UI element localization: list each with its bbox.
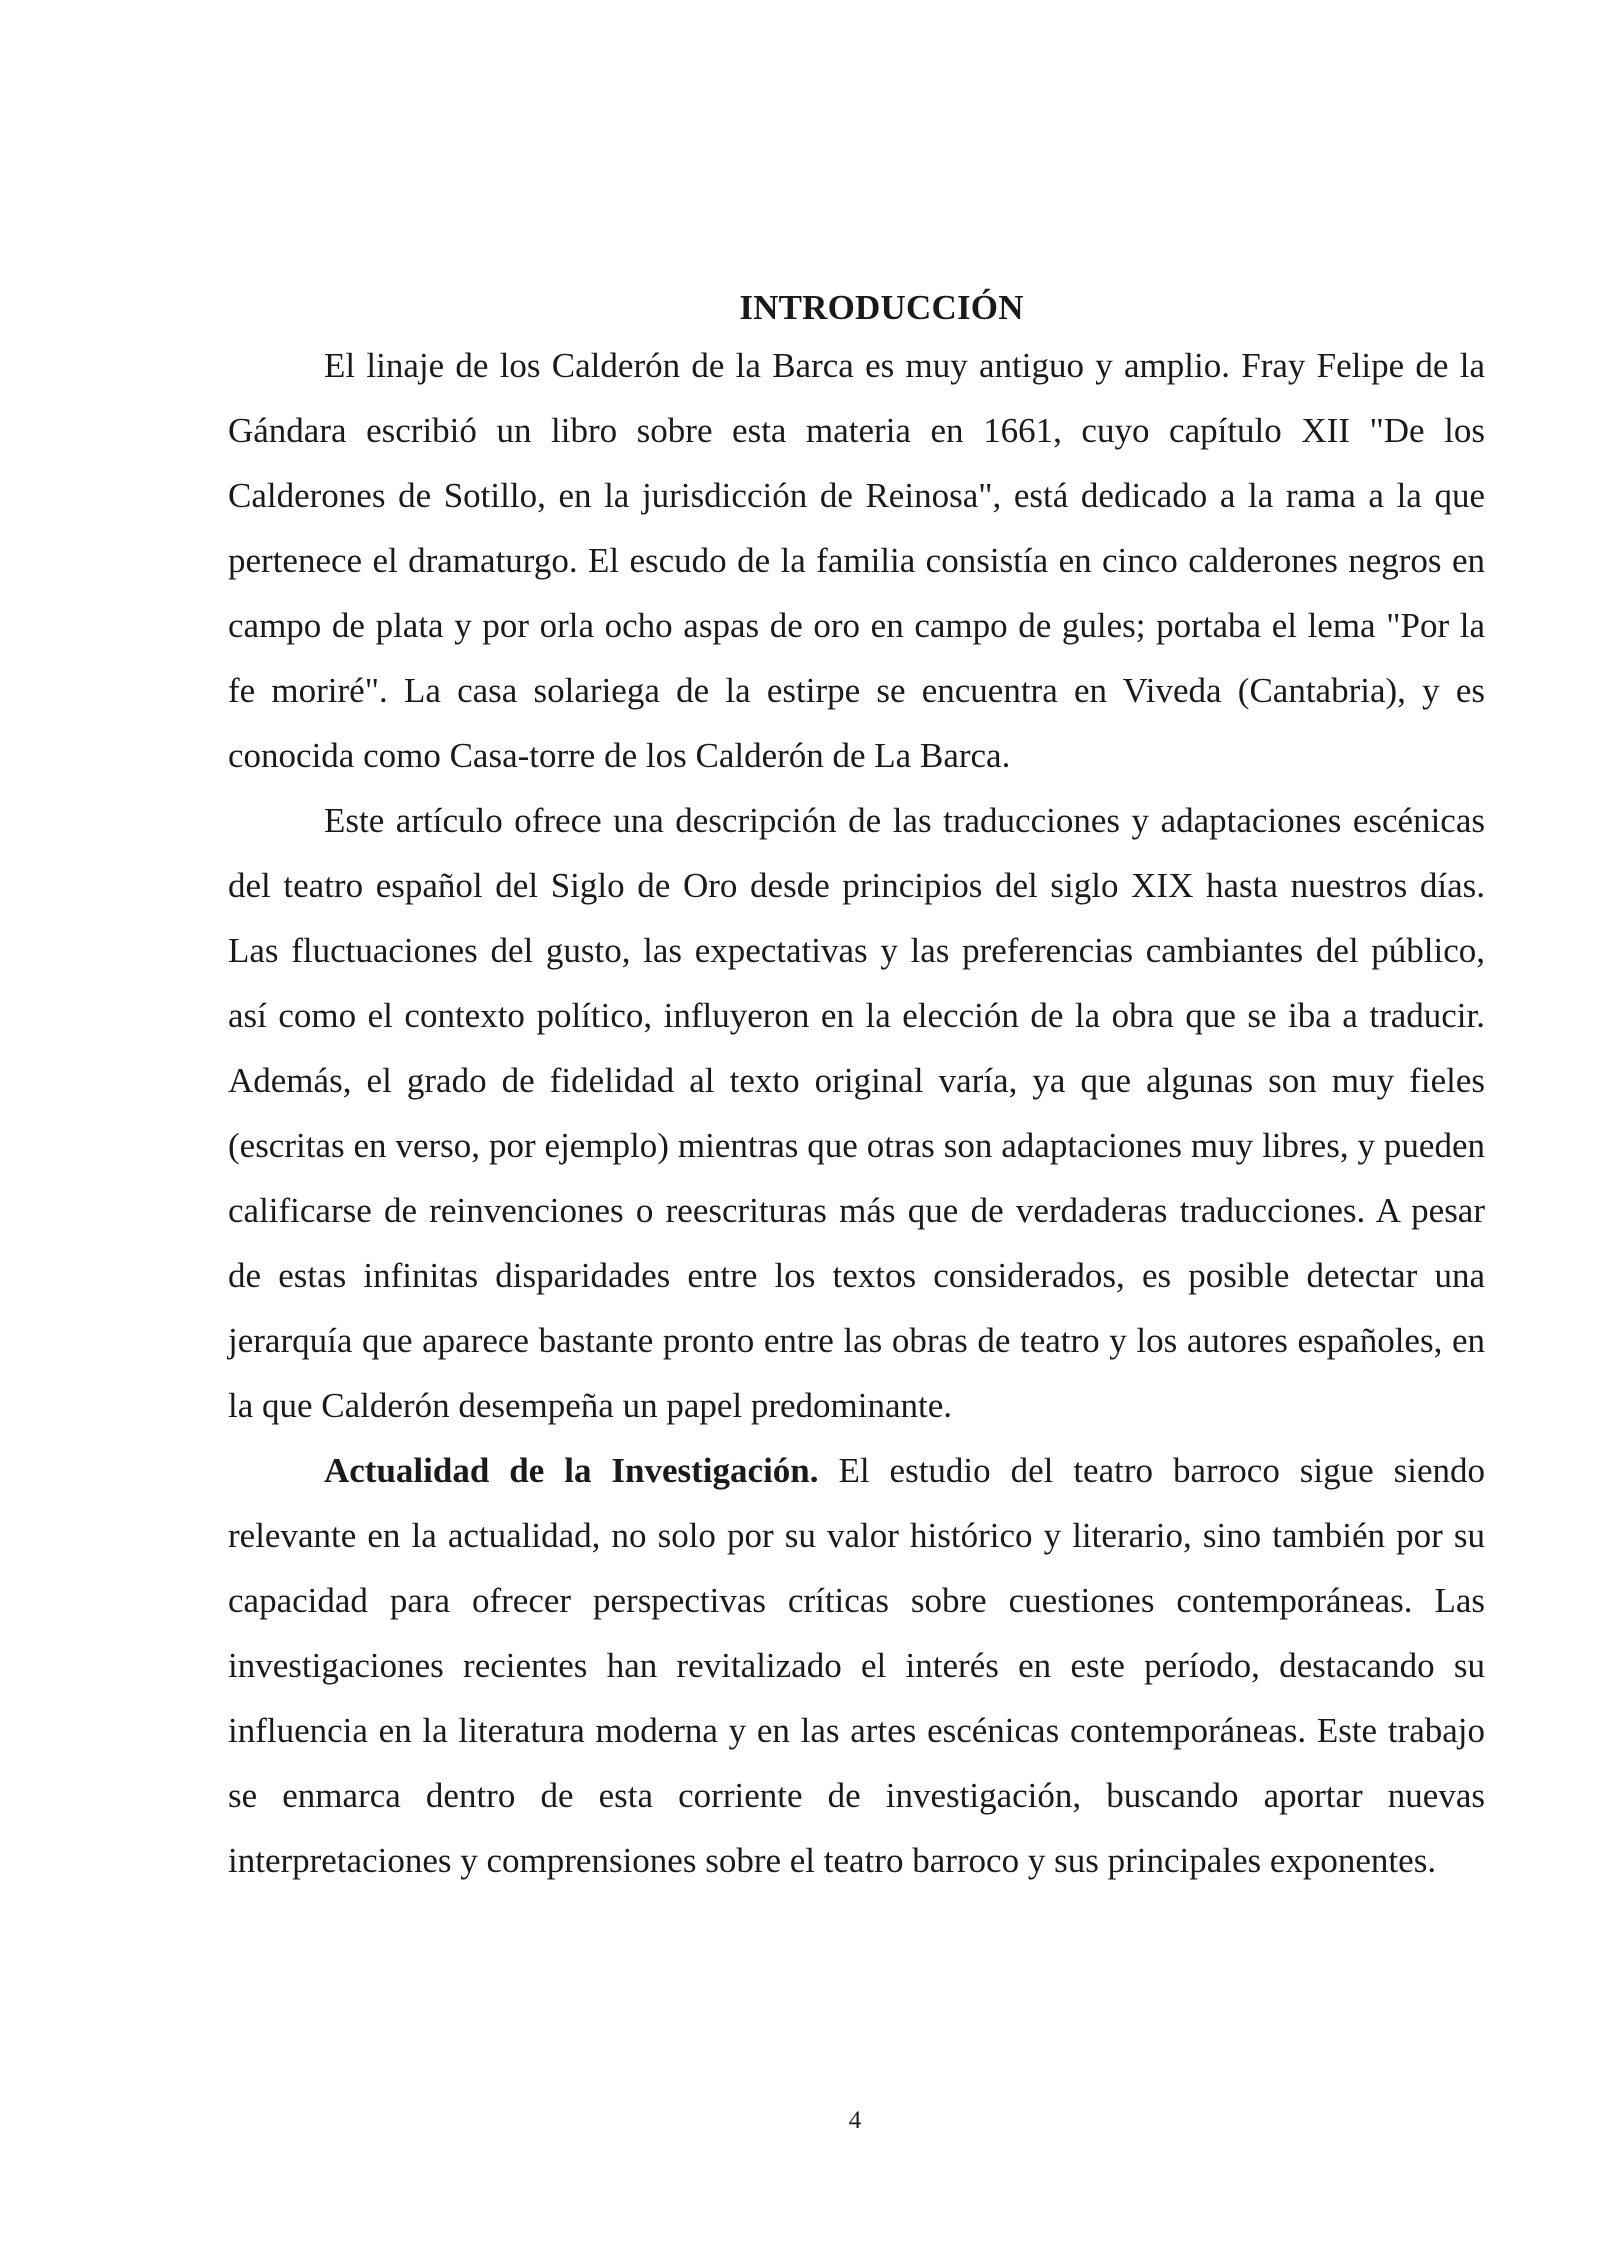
page-body (228, 283, 1485, 1893)
section-heading: INTRODUCCIÓN (739, 288, 1024, 327)
paragraph-translations: Este artículo ofrece una descripción de las traducciones y adaptaciones escénicas del teatro español del Siglo de Oro desde principios del siglo XIX hasta nuestros días. Las fluctuaciones del gusto, las expectativas y las preferencias cambiantes del público, así como el contexto político, influyeron en la elección de la obra que se iba a traducir. Además, el grado de fidelidad al texto original varía, ya que algunas son muy fieles (escritas en verso, por ejemplo) mientras que otras son adaptaciones muy libres, y pueden calificarse de reinvenciones o reescrituras más que de verdaderas traducciones. A pesar de estas infinitas disparidades entre los textos considerados, es posible detectar una jerarquía que aparece bastante pronto entre las obras de teatro y los autores españoles, en la que Calderón desempeña un papel predominante. (228, 801, 1485, 1425)
page-number: 4 (848, 2107, 862, 2134)
paragraph-current-research (228, 1438, 1485, 1893)
paragraph-body-text: El estudio del teatro barroco sigue siendo relevante en la actualidad, no solo por su valor histórico y literario, sino también por su capacidad para ofrecer perspectivas críticas sobre cuestiones contemporáneas. Las investigaciones recientes han revitalizado el interés en este período, destacando su influencia en la literatura moderna y en las artes escénicas contemporáneas. Este trabajo se enmarca dentro de esta corriente de investigación, buscando aportar nuevas interpretaciones y comprensiones sobre el teatro barroco y sus principales exponentes. (228, 1451, 1485, 1880)
paragraph-lead-title: Actualidad de la Investigación. (324, 1451, 819, 1490)
paragraph-lineage: El linaje de los Calderón de la Barca es muy antiguo y amplio. Fray Felipe de la Gándara escribió un libro sobre esta materia en 1661, cuyo capítulo XII "De los Calderones de Sotillo, en la jurisdicción de Reinosa", está dedicado a la rama a la que pertenece el dramaturgo. El escudo de la familia consistía en cinco calderones negros en campo de plata y por orla ocho aspas de oro en campo de gules; portaba el lema "Por la fe moriré". La casa solariega de la estirpe se encuentra en Viveda (Cantabria), y es conocida como Casa-torre de los Calderón de La Barca. (228, 346, 1485, 775)
